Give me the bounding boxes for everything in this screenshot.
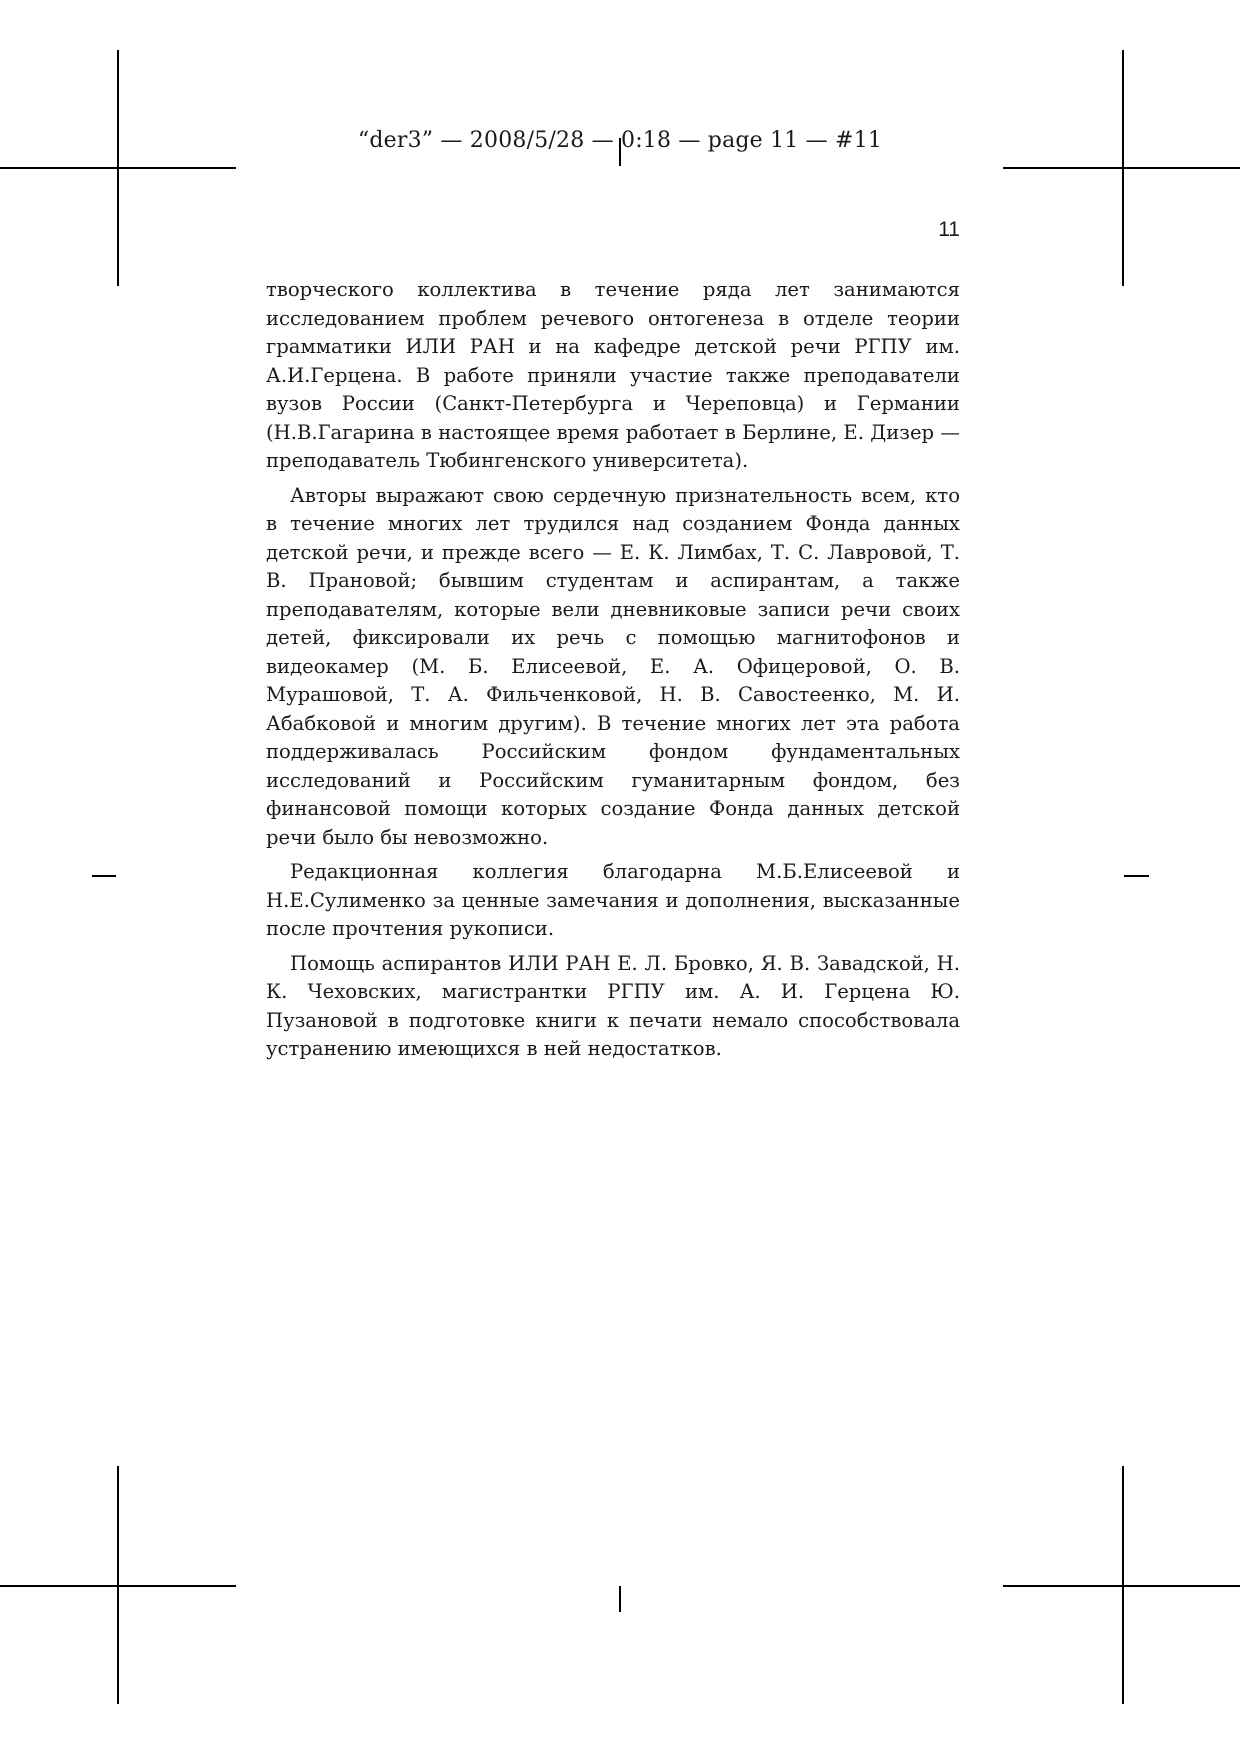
crop-mark-top-right-horizontal	[1003, 167, 1240, 169]
paragraph-3: Редакционная коллегия благодарна М.Б.Елисеевой и Н.Е.Сулименко за ценные замечания и дополнения, высказанные после прочтения рукописи.	[266, 860, 960, 940]
crop-mark-bottom-right-horizontal	[1003, 1585, 1240, 1587]
page-number: 11	[938, 218, 960, 241]
crop-mark-middle-right	[1124, 875, 1149, 877]
paragraph-4: Помощь аспирантов ИЛИ РАН Е. Л. Бровко, Я. В. Завадской, Н. К. Чеховских, магистрантки РГПУ им. А. И. Герцена Ю. Пузановой в подготовке книги к печати немало способствовала устранению имеющихся в ней недостатков.	[266, 951, 960, 1060]
crop-mark-bottom-center	[619, 1586, 621, 1612]
crop-mark-middle-left	[92, 875, 116, 877]
body-text	[266, 276, 960, 1070]
crop-mark-top-left-horizontal	[0, 167, 236, 169]
paragraph-1: творческого коллектива в течение ряда лет занимаются исследованием проблем речевого онтогенеза в отделе теории грамматики ИЛИ РАН и на кафедре детской речи РГПУ им. А.И.Герцена. В работе приняли участие также преподаватели вузов России (Санкт-Петербурга и Череповца) и Германии (Н.В.Гагарина в настоящее время работает в Берлине, Е. Дизер — преподаватель Тюбингенского университета).	[266, 278, 960, 472]
running-header: “der3” — 2008/5/28 — 0:18 — page 11 — #11	[357, 128, 883, 153]
paragraph-2: Авторы выражают свою сердечную признательность всем, кто в течение многих лет трудился над созданием Фонда данных детской речи, и прежде всего — Е. К. Лимбах, Т. С. Лавровой, Т. В. Прановой; бывшим студентам и аспирантам, а также преподавателям, которые вели дневниковые записи речи своих детей, фиксировали их речь с помощью магнитофонов и видеокамер (М. Б. Елисеевой, Е. А. Офицеровой, О. В. Мурашовой, Т. А. Фильченковой, Н. В. Савостеенко, М. И. Абабковой и многим другим). В течение многих лет эта работа поддерживалась Российским фондом фундаментальных исследований и Российским гуманитарным фондом, без финансовой помощи которых создание Фонда данных детской речи было бы невозможно.	[266, 483, 960, 849]
crop-mark-bottom-left-horizontal	[0, 1585, 236, 1587]
